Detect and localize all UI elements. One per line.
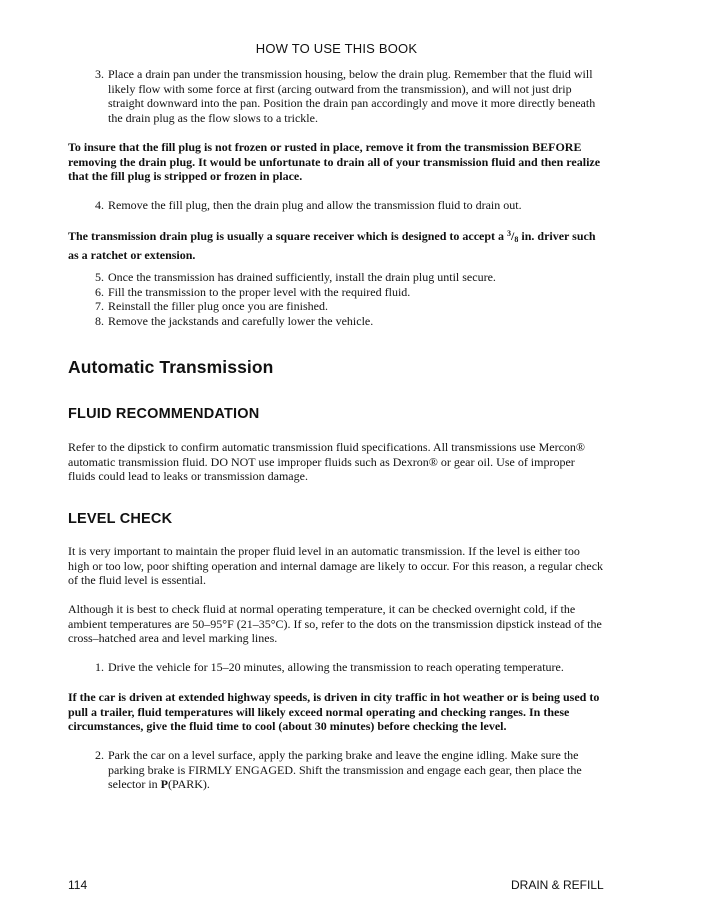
- page-number: 114: [68, 878, 88, 892]
- step-text: Fill the transmission to the proper level with the required fluid.: [108, 284, 411, 299]
- step-list-a: [95, 67, 605, 125]
- step-text: [108, 748, 582, 791]
- step-text: Reinstall the filler plug once you are finished.: [108, 299, 328, 314]
- level-check-paragraph-2: Although it is best to check fluid at normal operating temperature, it can be checked overnight cold, if the ambient temperatures are 50–95°F (21–35°C). If so, refer to the dots on the transmission dipstick instead of the cross–hatched area and level marking lines.: [68, 602, 602, 646]
- running-header: HOW TO USE THIS BOOK: [255, 41, 418, 56]
- fluid-recommendation-heading: FLUID RECOMMENDATION: [68, 406, 260, 422]
- step-number: 5.: [95, 270, 104, 284]
- list-item: [95, 198, 605, 213]
- step-text: Remove the fill plug, then the drain plug and allow the transmission fluid to drain out.: [108, 198, 522, 212]
- step-text: Remove the jackstands and carefully lower the vehicle.: [108, 313, 374, 328]
- step-text: Once the transmission has drained sufficiently, install the drain plug until secure.: [108, 270, 496, 284]
- step-list-c: [95, 270, 605, 328]
- step-number: 7.: [95, 299, 104, 314]
- step-text: Drive the vehicle for 15–20 minutes, allowing the transmission to reach operating temperature.: [108, 660, 564, 674]
- fraction-numerator: 3: [507, 229, 512, 238]
- step-number: 8.: [95, 313, 104, 328]
- list-item: [95, 660, 605, 675]
- step-text: Place a drain pan under the transmission housing, below the drain plug. Remember that the fluid will likely flow with some force at first (arcing outward from the transmission), and will not just drip straight downward into the pan. Position the drain pan accordingly and move it more directly beneath the drain plug as the flow slows to a trickle.: [108, 67, 596, 125]
- step-number: 4.: [95, 198, 104, 212]
- level-check-note: If the car is driven at extended highway speeds, is driven in city traffic in hot weather or is being used to pull a trailer, fluid temperatures will likely exceed normal operating and checking ranges. In these circumstances, give the fluid time to cool (about 30 minutes) before checking the level.: [68, 690, 600, 734]
- step-text-after: (PARK).: [168, 777, 210, 792]
- note-fill-plug: To insure that the fill plug is not frozen or rusted in place, remove it from the transmission BEFORE removing the drain plug. It would be unfortunate to drain all of your transmission fluid and then realize that the fill plug is stripped or frozen in place.: [68, 140, 601, 184]
- step-text-before: Park the car on a level surface, apply the parking brake and leave the engine idling. Make sure the parking brake is FIRMLY ENGAGED. Shift the transmission and engage each gear, then place the selector in: [108, 748, 582, 792]
- list-item: [95, 67, 605, 125]
- level-check-paragraph-1: It is very important to maintain the proper fluid level in an automatic transmission. If the level is either too high or too low, poor shifting operation and internal damage are likely to occur. For this reason, a regular check of the fluid level is essential.: [68, 544, 604, 588]
- level-check-heading: LEVEL CHECK: [68, 511, 173, 527]
- list-item: [95, 299, 605, 314]
- list-item: [95, 314, 605, 329]
- fraction-slash: /: [511, 229, 515, 243]
- fluid-recommendation-body: Refer to the dipstick to confirm automatic transmission fluid specifications. All transmissions use Mercon® automatic transmission fluid. DO NOT use improper fluids such as Dexron® or gear oil. Use of improper fluids could lead to leaks or transmission damage.: [68, 440, 586, 484]
- fraction-denominator: 8: [514, 235, 519, 244]
- footer-section-label: DRAIN & REFILL: [511, 878, 604, 892]
- level-check-step-2: [95, 748, 605, 792]
- note-text-before: The transmission drain plug is usually a square receiver which is designed to accept a: [68, 229, 508, 243]
- section-title: Automatic Transmission: [68, 357, 274, 377]
- level-check-step-1: [95, 660, 605, 675]
- step-list-b: [95, 198, 605, 213]
- list-item: [95, 285, 605, 300]
- note-text-after: in. driver such as a ratchet or extension.: [68, 229, 596, 262]
- step-number: 1.: [95, 660, 104, 674]
- step-number: 3.: [95, 67, 104, 81]
- step-number: 6.: [95, 284, 104, 299]
- list-item: [95, 748, 605, 792]
- list-item: [95, 270, 605, 285]
- step-number: 2.: [95, 748, 104, 762]
- park-letter: P: [160, 777, 168, 792]
- note-drain-plug: [68, 227, 604, 262]
